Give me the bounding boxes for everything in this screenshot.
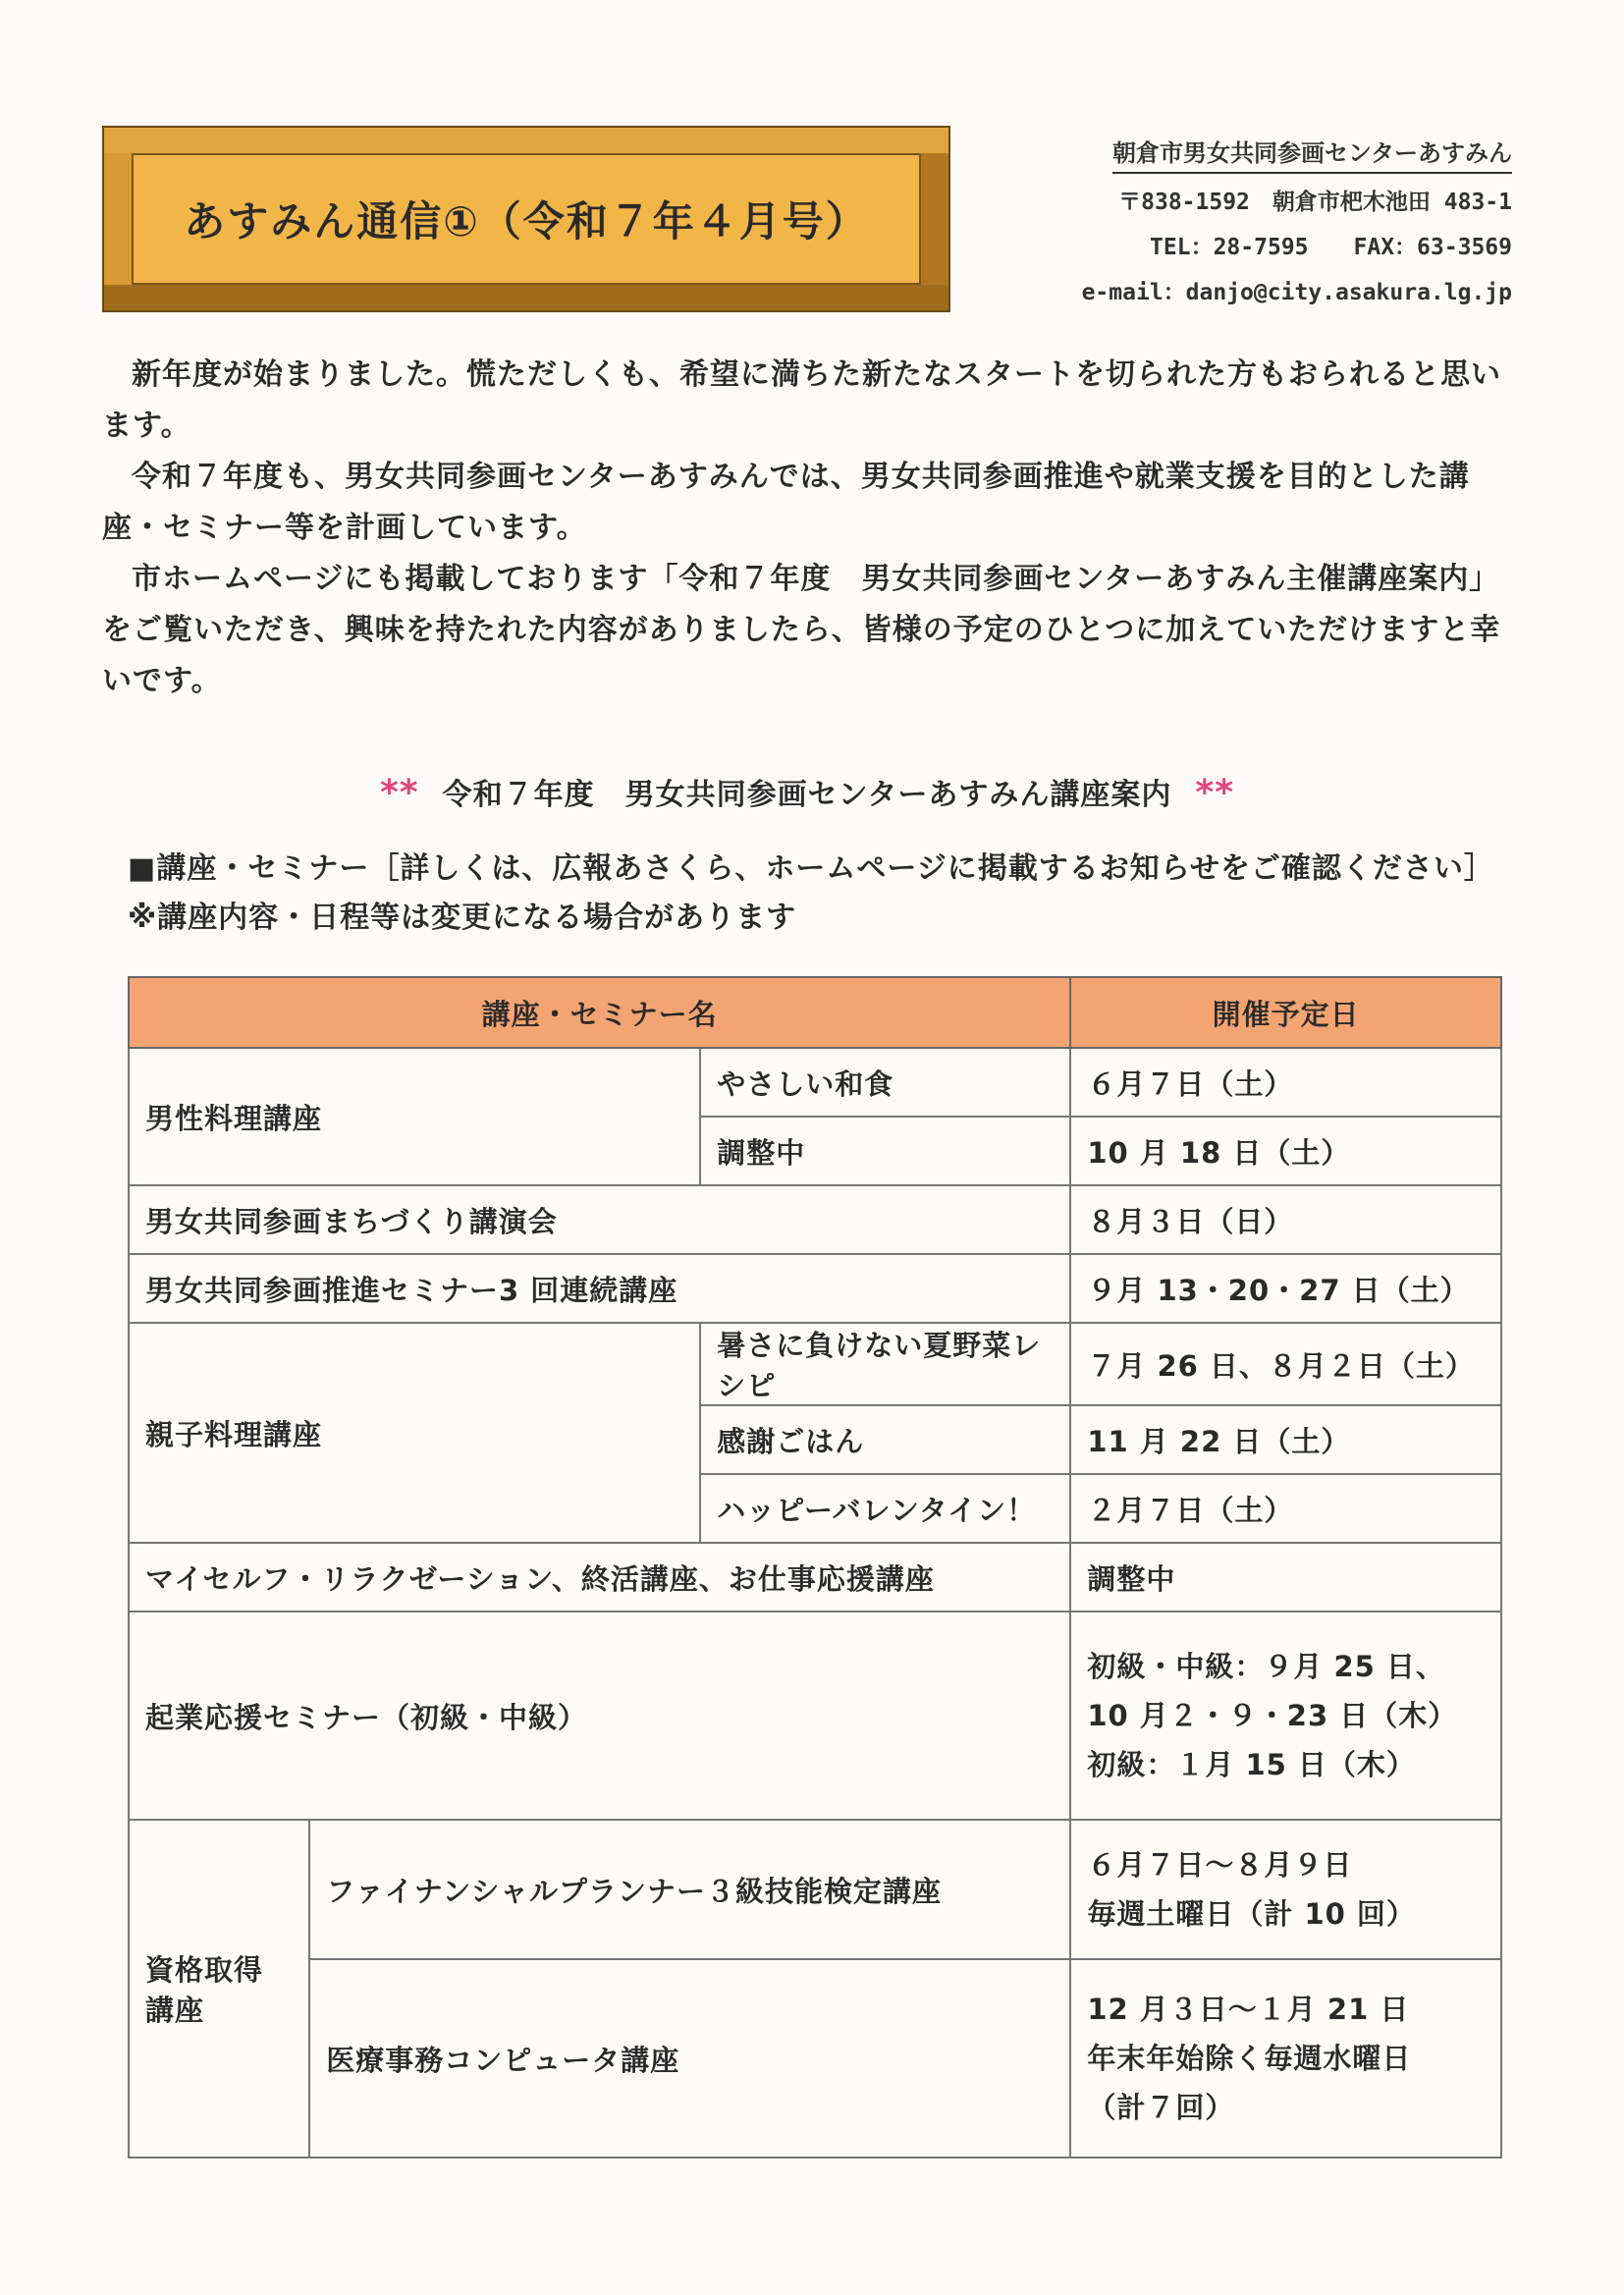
intro-text bbox=[102, 350, 1512, 707]
section-title: 令和７年度 男女共同参画センターあすみん講座案内 bbox=[442, 778, 1172, 812]
course-date bbox=[1070, 1820, 1501, 1959]
plaque-bevel bbox=[104, 128, 132, 310]
course-sub: 暑さに負けない夏野菜レシピ bbox=[700, 1323, 1070, 1405]
course-group bbox=[129, 1820, 309, 2158]
course-date: ２月７日（土） bbox=[1070, 1474, 1501, 1543]
course-name: 男女共同参画推進セミナー3 回連続講座 bbox=[129, 1254, 1070, 1323]
phone-fax: TEL：28-7595 FAX：63-3569 bbox=[1150, 235, 1512, 260]
course-sub: やさしい和食 bbox=[700, 1048, 1070, 1117]
table-row bbox=[129, 1959, 1501, 2158]
course-sub: 調整中 bbox=[700, 1117, 1070, 1185]
course-sub: ファイナンシャルプランナー３級技能検定講座 bbox=[309, 1820, 1070, 1959]
column-header-date: 開催予定日 bbox=[1070, 977, 1501, 1048]
course-name: 起業応援セミナー（初級・中級） bbox=[129, 1612, 1070, 1820]
course-date: ８月３日（日） bbox=[1070, 1185, 1501, 1254]
course-date bbox=[1070, 1959, 1501, 2158]
star-decoration: ** bbox=[379, 773, 419, 813]
group-line: 資格取得 bbox=[145, 1953, 264, 1987]
table-row bbox=[129, 1323, 1501, 1405]
course-sub: ハッピーバレンタイン！ bbox=[700, 1474, 1070, 1543]
course-sub: 医療事務コンピュータ講座 bbox=[309, 1959, 1070, 2158]
section-heading bbox=[102, 770, 1512, 813]
plaque-bevel bbox=[104, 128, 948, 153]
star-decoration: ** bbox=[1195, 773, 1235, 813]
schedule-notice: ■講座・セミナー［詳しくは、広報あさくら、ホームページに掲載するお知らせをご確認ください］※講座内容・日程等は変更になる場合があります bbox=[128, 851, 1494, 935]
table-row bbox=[129, 1254, 1501, 1323]
plaque-bevel bbox=[104, 285, 948, 310]
date-line: （計７回） bbox=[1087, 2091, 1235, 2124]
course-date: ７月 26 日、８月２日（土） bbox=[1070, 1323, 1501, 1405]
course-table bbox=[128, 976, 1502, 2158]
course-date: 調整中 bbox=[1070, 1543, 1501, 1612]
date-line: 初級：１月 15 日（木） bbox=[1087, 1748, 1416, 1781]
course-date: 10 月 18 日（土） bbox=[1070, 1117, 1501, 1185]
date-line: ６月７日～８月９日 bbox=[1087, 1848, 1353, 1882]
course-sub: 感謝ごはん bbox=[700, 1405, 1070, 1474]
table-row bbox=[129, 1048, 1501, 1117]
date-line: 年末年始除く毎週水曜日 bbox=[1087, 2042, 1412, 2075]
intro-paragraph: 新年度が始まりました。慌ただしくも、希望に満ちた新たなスタートを切られた方もおられると思います。 bbox=[102, 357, 1501, 443]
course-date: ９月 13・20・27 日（土） bbox=[1070, 1254, 1501, 1323]
address: 〒838-1592 朝倉市杷木池田 483-1 bbox=[1118, 190, 1512, 215]
organization-name: 朝倉市男女共同参画センターあすみん bbox=[1112, 135, 1512, 174]
group-line: 講座 bbox=[145, 1994, 205, 2027]
contact-block bbox=[1021, 132, 1512, 315]
column-header-name: 講座・セミナー名 bbox=[129, 977, 1070, 1048]
course-name: マイセルフ・リラクゼーション、終活講座、お仕事応援講座 bbox=[129, 1543, 1070, 1612]
date-line: 12 月３日～１月 21 日 bbox=[1087, 1993, 1410, 2026]
plaque-bevel bbox=[921, 128, 948, 310]
intro-paragraph: 令和７年度も、男女共同参画センターあすみんでは、男女共同参画推進や就業支援を目的とした講座・セミナー等を計画しています。 bbox=[102, 460, 1470, 545]
table-row bbox=[129, 1612, 1501, 1820]
plaque-face bbox=[132, 153, 921, 285]
table-row bbox=[129, 1185, 1501, 1254]
course-date: 11 月 22 日（土） bbox=[1070, 1405, 1501, 1474]
table-row bbox=[129, 1543, 1501, 1612]
course-group: 男性料理講座 bbox=[129, 1048, 700, 1185]
table-header-row bbox=[129, 977, 1501, 1048]
course-date bbox=[1070, 1612, 1501, 1820]
newsletter-title: あすみん通信①（令和７年４月号） bbox=[184, 197, 869, 246]
course-group: 親子料理講座 bbox=[129, 1323, 700, 1543]
date-line: 10 月２・９・23 日（木） bbox=[1087, 1699, 1458, 1732]
date-line: 毎週土曜日（計 10 回） bbox=[1087, 1897, 1416, 1931]
intro-paragraph: 市ホームページにも掲載しております「令和７年度 男女共同参画センターあすみん主催講座案内」をご覧いただき、興味を持たれた内容がありましたら、皆様の予定のひとつに加えていただけますと幸いです。 bbox=[102, 562, 1501, 698]
table-row bbox=[129, 1820, 1501, 1959]
email: e-mail：danjo@city.asakura.lg.jp bbox=[1081, 280, 1512, 305]
title-plaque bbox=[102, 126, 950, 312]
date-line: 初級・中級：９月 25 日、 bbox=[1087, 1650, 1445, 1683]
course-date: ６月７日（土） bbox=[1070, 1048, 1501, 1117]
course-name: 男女共同参画まちづくり講演会 bbox=[129, 1185, 1070, 1254]
